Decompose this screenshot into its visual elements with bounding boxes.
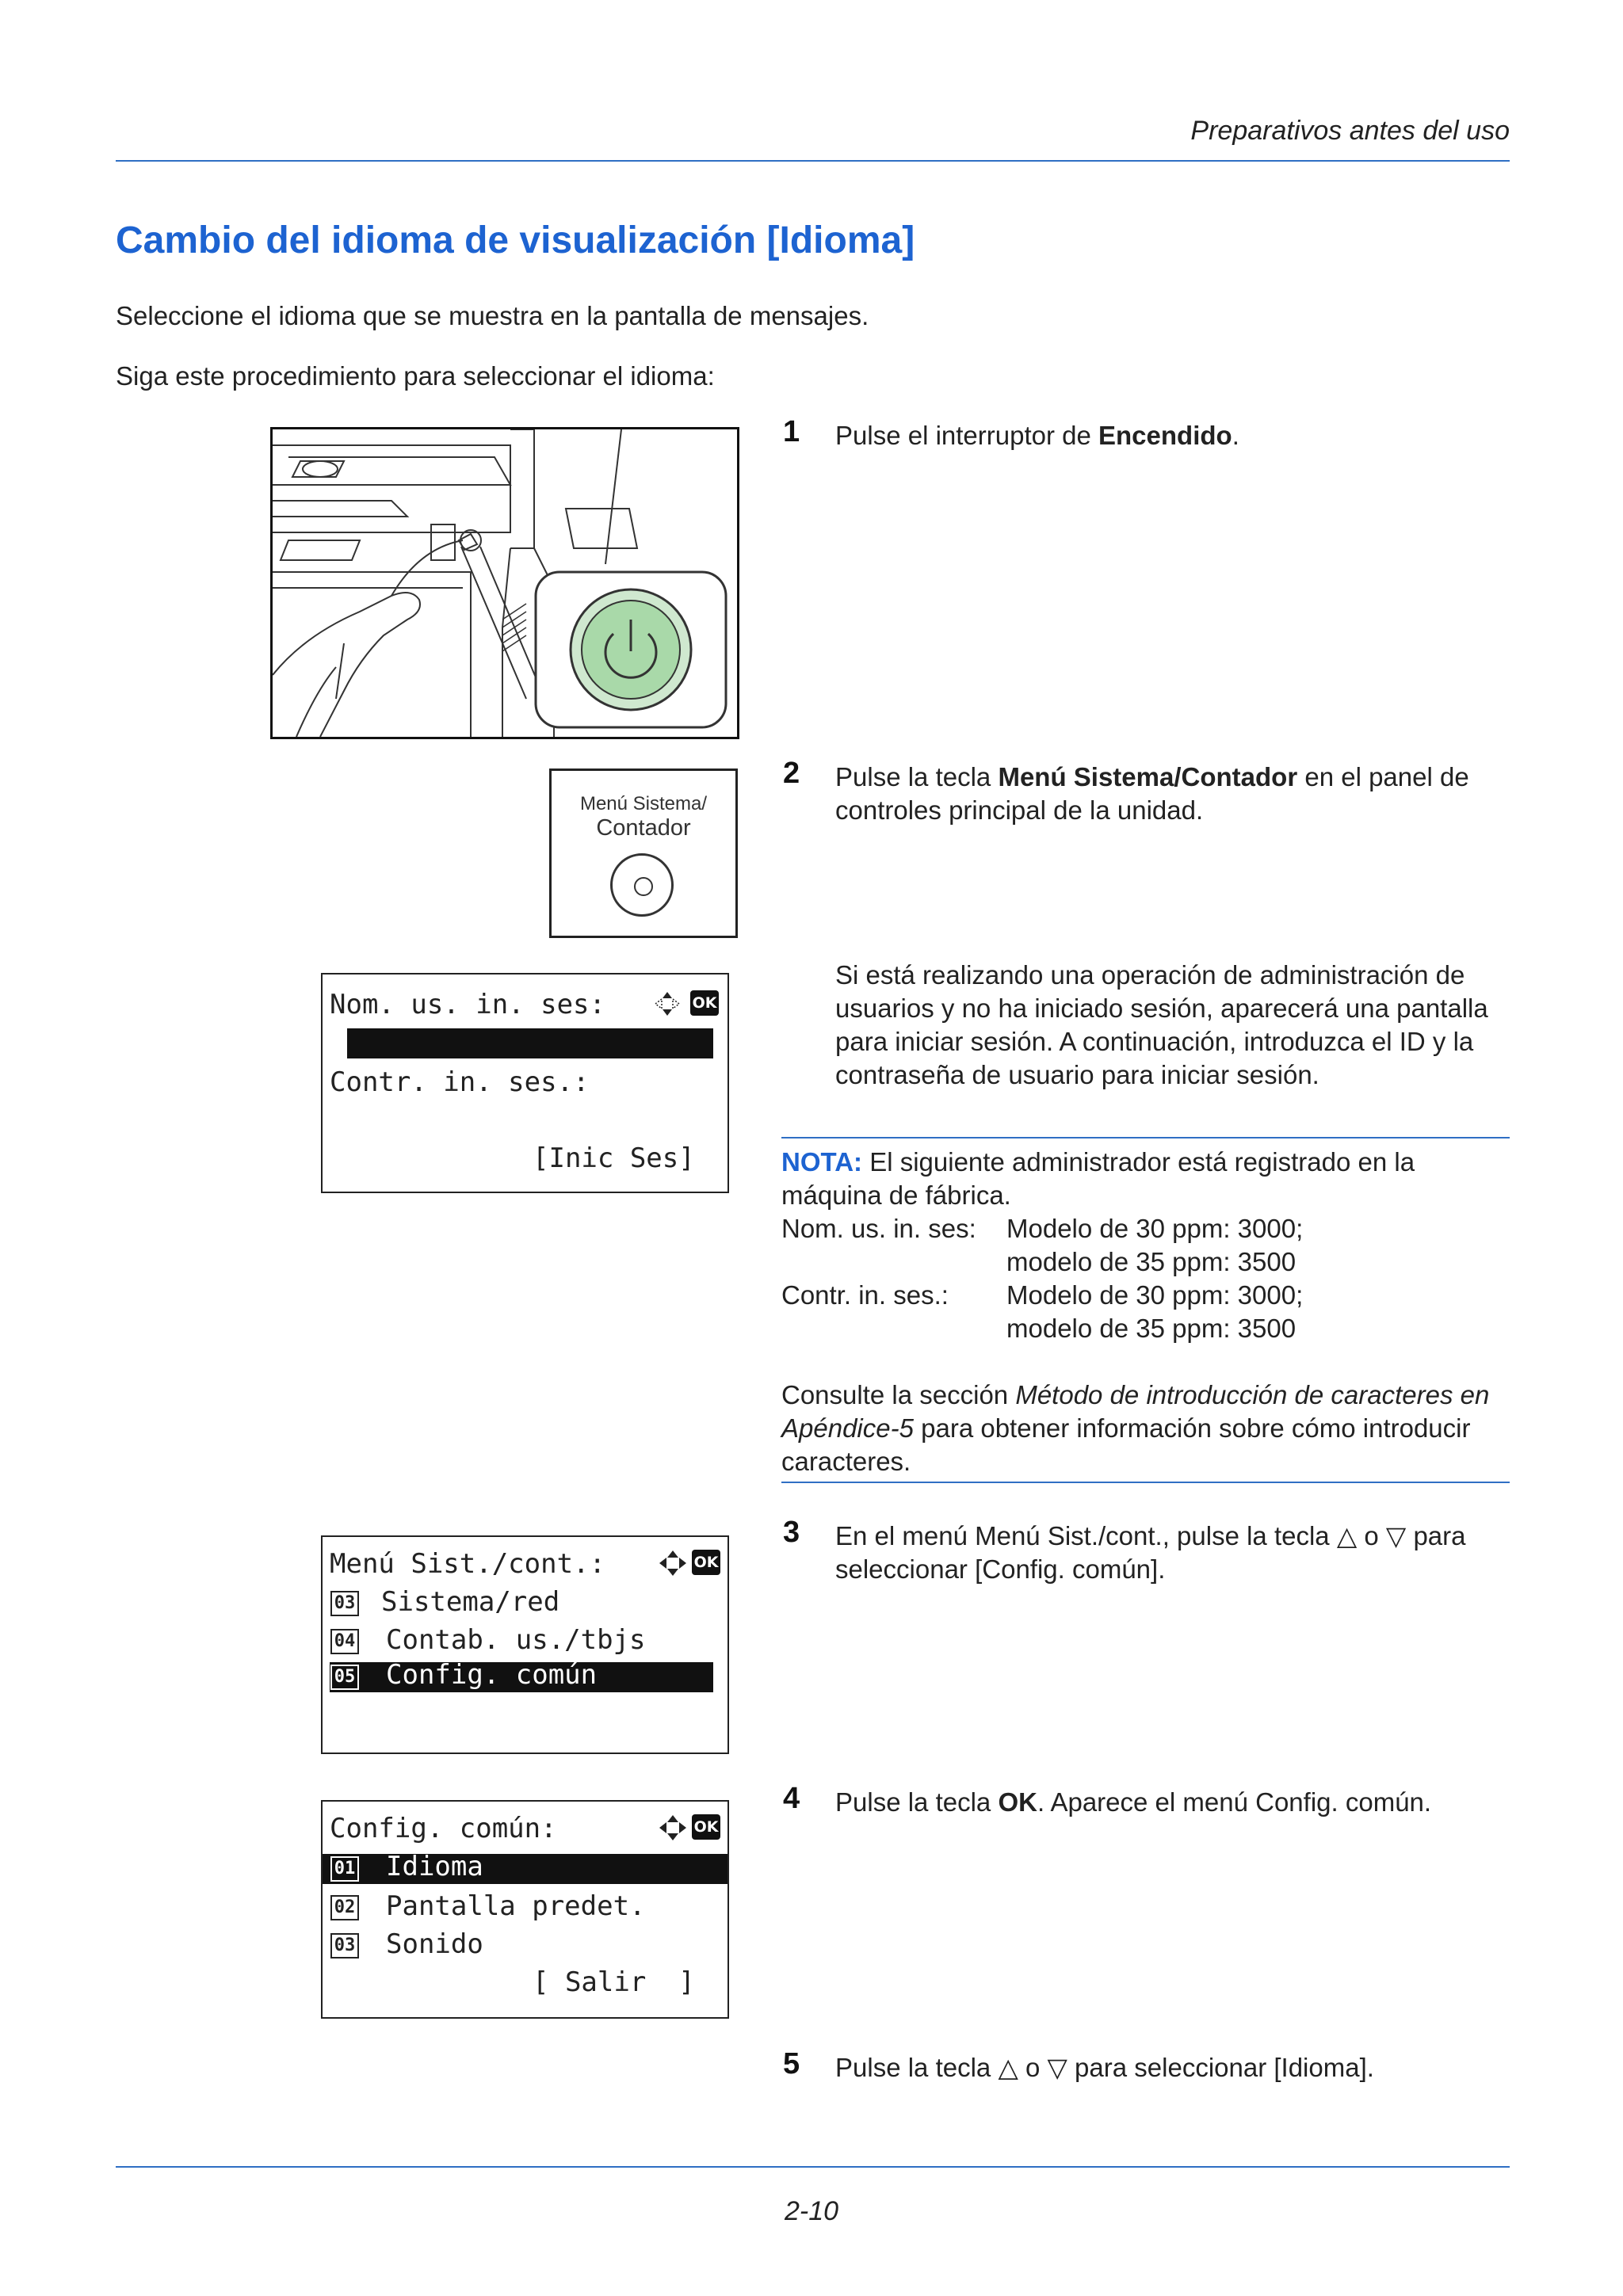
item-number-badge: 03 [330,1591,359,1616]
cross-arrow-icon [654,990,681,1017]
selection-highlight [323,1854,727,1884]
step-3-number: 3 [783,1516,800,1549]
login-softkey: [Inic Ses] [533,1142,695,1174]
item-number-badge: 02 [330,1895,359,1920]
running-header: Preparativos antes del uso [1190,116,1510,146]
menu-key-button-icon [610,853,674,917]
cross-arrow-icon [659,1814,687,1841]
note-block [781,1146,1510,1478]
intro-line-1: Seleccione el idioma que se muestra en la pantalla de mensajes. [116,301,869,330]
item-number-badge: 05 [330,1665,359,1690]
login-explanation: Si está realizando una operación de administración de usuarios y no ha iniciado sesión, aparecerá una pantalla para iniciar sesión. A continuación, introduzca el ID y la contraseña de usuario para iniciar sesión. [835,960,1488,1089]
page-number: 2-10 [784,2196,839,2226]
step-1-text: Pulse el interruptor de Encendido. [835,421,1239,450]
note-top-rule [781,1137,1510,1138]
step-4-number: 4 [783,1782,800,1815]
ok-icon: OK [690,990,719,1016]
cross-arrow-icon [659,1550,687,1577]
page-title: Cambio del idioma de visualización [Idioma] [116,219,915,261]
note-row: Contr. in. ses.: Modelo de 30 ppm: 3000; [781,1280,1304,1310]
menu-item-default-screen: Pantalla predet. [386,1890,646,1922]
login-password-label: Contr. in. ses.: [330,1066,590,1098]
note-reference: Consulte la sección Método de introducción de caracteres en Apéndice-5 para obtener información sobre cómo introducir caracteres. [781,1380,1490,1476]
power-switch-illustration [270,427,739,739]
menu-item-common-settings: Config. común [386,1659,598,1691]
menu-key-label-line-2: Contador [596,815,691,841]
note-label: NOTA: [781,1147,863,1177]
note-intro: NOTA: El siguiente administrador está registrado en la máquina de fábrica. [781,1147,1415,1210]
system-menu-title: Menú Sist./cont.: [330,1548,605,1580]
menu-item-sound: Sonido [386,1928,483,1960]
menu-system-counter-key-illustration [549,769,738,938]
note-bottom-rule [781,1482,1510,1483]
login-username-label: Nom. us. in. ses: [330,989,605,1020]
step-3-text: En el menú Menú Sist./cont., pulse la tecla △ o ▽ para seleccionar [Config. común]. [835,1521,1466,1584]
menu-item-job-accounting: Contab. us./tbjs [386,1624,646,1656]
lcd-login-screen [321,973,729,1193]
step-2-number: 2 [783,757,800,790]
lcd-common-settings-screen [321,1800,729,2019]
item-number-badge: 01 [330,1856,359,1882]
printer-drawing [273,429,737,737]
step-2-text: Pulse la tecla Menú Sistema/Contador en el panel de controles principal de la unidad. [835,762,1469,825]
ok-icon: OK [692,1814,720,1840]
note-row: Nom. us. in. ses: Modelo de 30 ppm: 3000; [781,1214,1304,1243]
note-row: modelo de 35 ppm: 3500 [1006,1247,1296,1276]
footer-rule [116,2166,1510,2168]
username-input-field [347,1028,713,1058]
lcd-system-menu-screen [321,1535,729,1754]
menu-item-system-network: Sistema/red [381,1586,560,1618]
item-number-badge: 04 [330,1629,359,1654]
menu-key-label-line-1: Menú Sistema/ [579,793,708,814]
step-4-text: Pulse la tecla OK. Aparece el menú Config. común. [835,1787,1432,1817]
item-number-badge: 03 [330,1933,359,1958]
ok-icon: OK [692,1550,720,1575]
header-rule [116,160,1510,162]
exit-softkey: [ Salir ] [533,1966,695,1998]
step-5-text: Pulse la tecla △ o ▽ para seleccionar [Idioma]. [835,2053,1374,2082]
common-settings-title: Config. común: [330,1813,557,1844]
step-1-number: 1 [783,415,800,448]
note-row: modelo de 35 ppm: 3500 [1006,1314,1296,1343]
step-5-number: 5 [783,2047,800,2081]
menu-item-language: Idioma [386,1851,483,1882]
intro-line-2: Siga este procedimiento para seleccionar el idioma: [116,361,715,391]
